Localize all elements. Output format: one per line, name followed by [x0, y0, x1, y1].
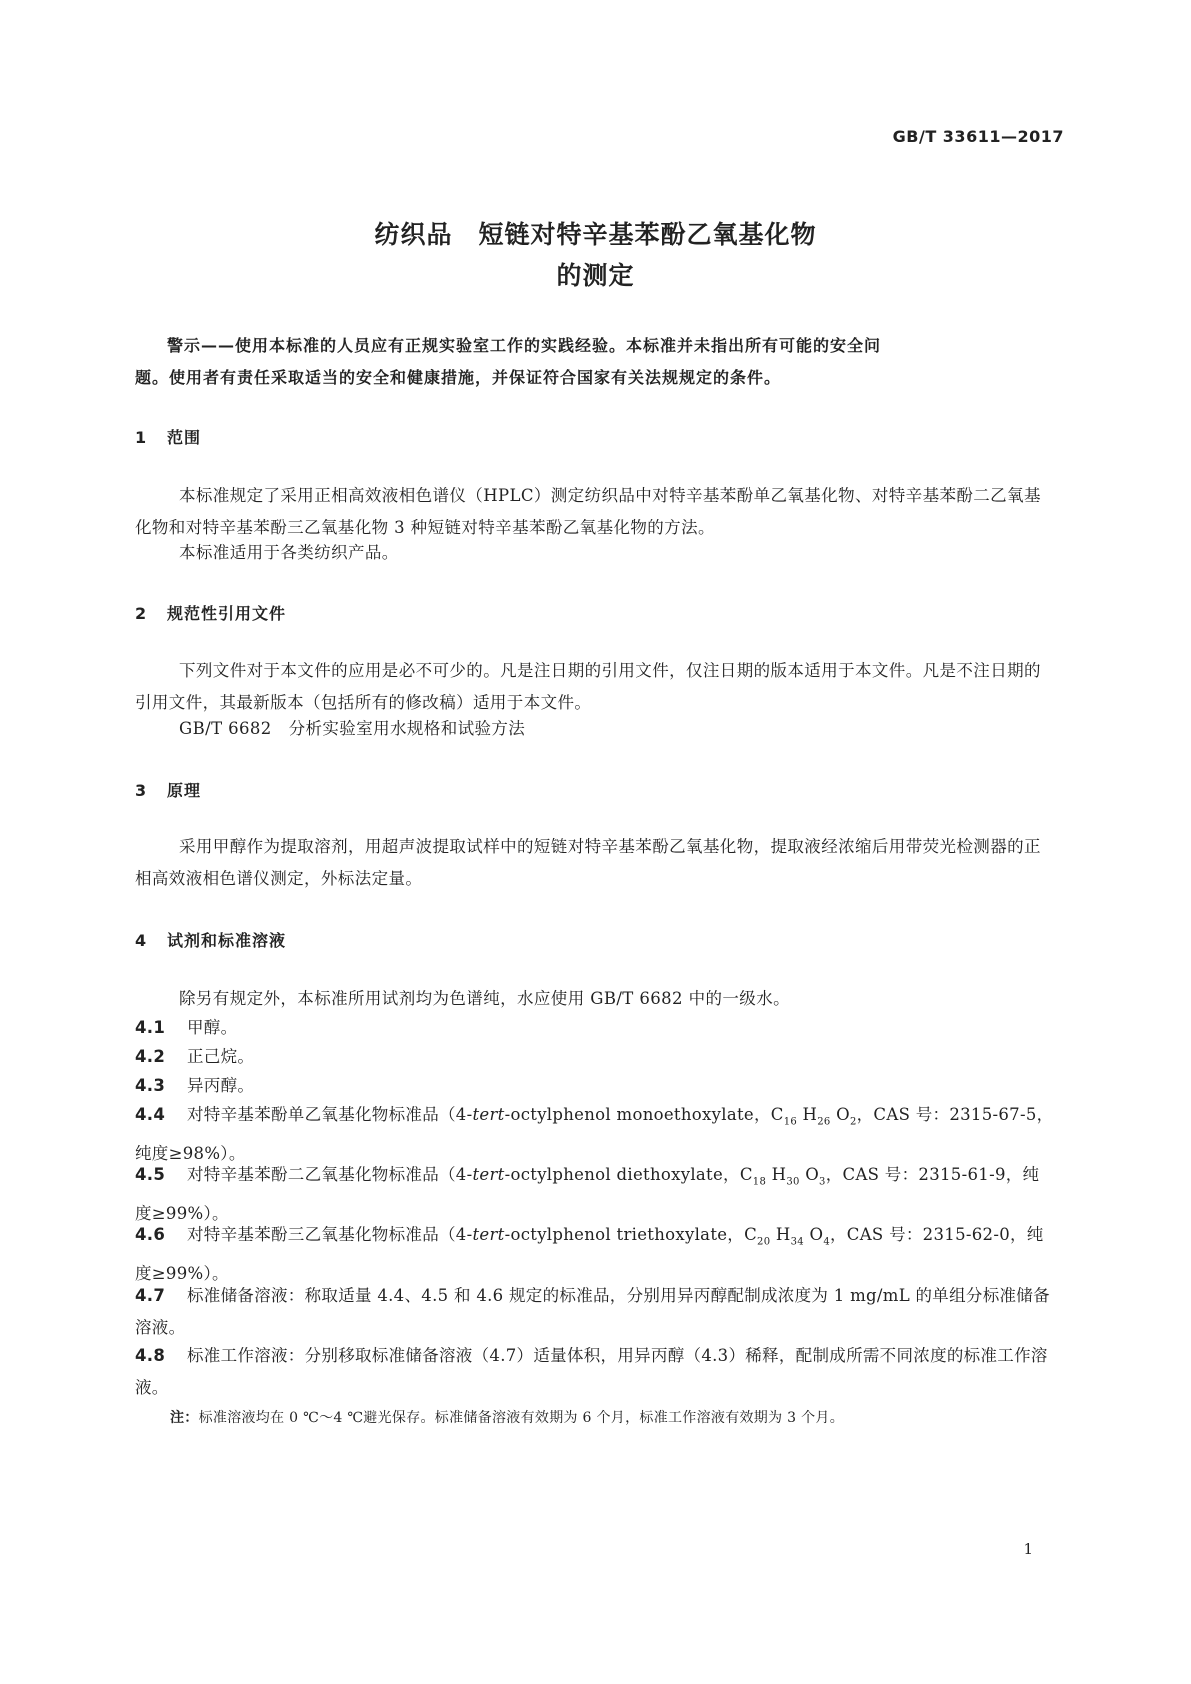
section-2-heading — [135, 601, 286, 624]
note-text: 标准溶液均在 0 ℃～4 ℃避光保存。标准储备溶液有效期为 6 个月，标准工作溶液有效期为 3 个月。 — [198, 1410, 845, 1426]
section-title: 试剂和标准溶液 — [167, 931, 287, 950]
warning-line2: 题。使用者有责任采取适当的安全和健康措施，并保证符合国家有关法规规定的条件。 — [135, 368, 782, 387]
section-4-heading — [135, 928, 286, 951]
document-title-line2: 的测定 — [556, 261, 635, 290]
page-number: 1 — [1023, 1540, 1033, 1558]
section-title: 范围 — [167, 428, 202, 447]
section-3-heading — [135, 778, 201, 801]
section-number: 1 — [135, 428, 148, 447]
section-number: 2 — [135, 604, 148, 623]
list-item: 4.4 对特辛基苯酚单乙氧基化物标准品（4-tert-octylphenol monoethoxylate，$C_{16}$ $H_{26}$ $O_2$，CAS 号：2315-67-5，纯度≥98%）。 — [135, 1105, 1054, 1164]
warning-line1: 警示——使用本标准的人员应有正规实验室工作的实践经验。本标准并未指出所有可能的安全问 — [167, 336, 882, 355]
warning-text — [135, 330, 1055, 394]
section-4-intro: 除另有规定外，本标准所用试剂均为色谱纯，水应使用 GB/T 6682 中的一级水。 — [179, 989, 790, 1008]
list-item: 4.8 标准工作溶液：分别移取标准储备溶液（4.7）适量体积，用异丙醇（4.3）稀释，配制成所需不同浓度的标准工作溶液。 — [135, 1346, 1048, 1397]
section-1-paragraph-2: 本标准适用于各类纺织产品。 — [179, 543, 399, 562]
list-item: 4.1 甲醇。 — [135, 1018, 238, 1037]
list-item: 4.6 对特辛基苯酚三乙氧基化物标准品（4-tert-octylphenol triethoxylate，$C_{20}$ $H_{34}$ $O_4$，CAS 号：2315-62-0，纯度≥99%）。 — [135, 1225, 1044, 1284]
section-number: 3 — [135, 781, 148, 800]
standard-number: GB/T 33611—2017 — [892, 127, 1064, 146]
list-item: 4.5 对特辛基苯酚二乙氧基化物标准品（4-tert-octylphenol diethoxylate，$C_{18}$ $H_{30}$ $O_3$，CAS 号：2315-61-9，纯度≥99%）。 — [135, 1165, 1040, 1224]
note — [170, 1407, 844, 1427]
normative-reference: GB/T 6682 分析实验室用水规格和试验方法 — [179, 719, 526, 738]
section-number: 4 — [135, 931, 148, 950]
list-item: 4.2 正己烷。 — [135, 1047, 255, 1066]
section-title: 原理 — [167, 781, 202, 800]
section-3-paragraph-1: 采用甲醇作为提取溶剂，用超声波提取试样中的短链对特辛基苯酚乙氧基化物，提取液经浓缩后用带荧光检测器的正相高效液相色谱仪测定，外标法定量。 — [135, 837, 1041, 888]
note-label: 注： — [170, 1410, 199, 1426]
list-item: 4.7 标准储备溶液：称取适量 4.4、4.5 和 4.6 规定的标准品，分别用异丙醇配制成浓度为 1 mg/mL 的单组分标准储备溶液。 — [135, 1286, 1050, 1337]
section-title: 规范性引用文件 — [167, 604, 287, 623]
list-item: 4.3 异丙醇。 — [135, 1076, 255, 1095]
section-1-paragraph-1: 本标准规定了采用正相高效液相色谱仪（HPLC）测定纺织品中对特辛基苯酚单乙氧基化物、对特辛基苯酚二乙氧基化物和对特辛基苯酚三乙氧基化物 3 种短链对特辛基苯酚乙氧基化物的方法。 — [135, 486, 1041, 537]
section-2-paragraph-1: 下列文件对于本文件的应用是必不可少的。凡是注日期的引用文件，仅注日期的版本适用于本文件。凡是不注日期的引用文件，其最新版本（包括所有的修改稿）适用于本文件。 — [135, 661, 1041, 712]
document-title-line1: 纺织品 短链对特辛基苯酚乙氧基化物 — [374, 220, 817, 249]
section-1-heading — [135, 425, 201, 448]
